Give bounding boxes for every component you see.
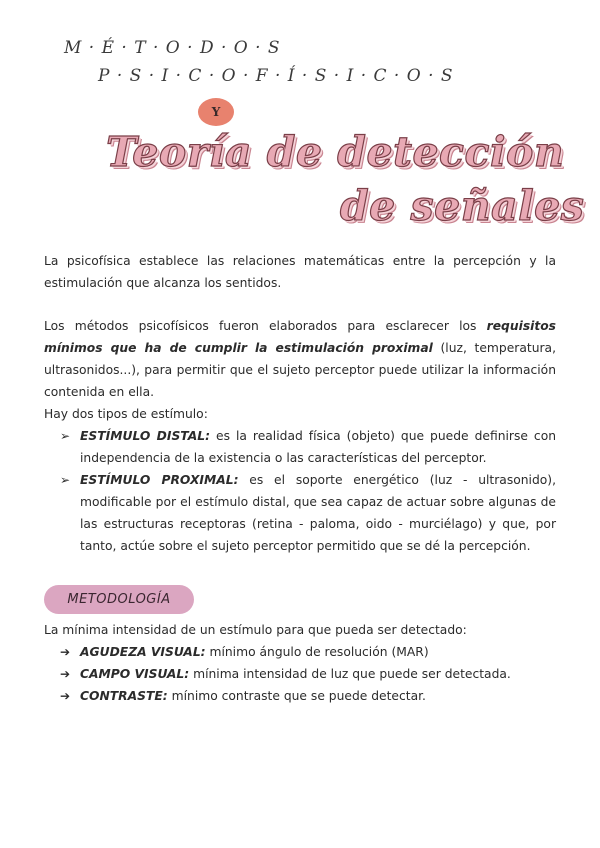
list-item-contraste	[60, 685, 556, 707]
methodology-intro: La mínima intensidad de un estímulo para que pueda ser detectado:	[44, 623, 467, 637]
stimulus-intro: Hay dos tipos de estímulo:	[44, 407, 208, 421]
list-item-proximal	[60, 469, 556, 557]
main-title-line2: de señales	[340, 182, 585, 230]
term-label: CAMPO VISUAL:	[80, 667, 190, 681]
term-label: ESTÍMULO PROXIMAL:	[80, 473, 239, 487]
arrowhead-bullet-icon: ➢	[60, 473, 71, 487]
term-label: CONTRASTE:	[80, 689, 168, 703]
term-definition: mínima intensidad de luz que puede ser detectada.	[189, 667, 511, 681]
term-definition: es la realidad física (objeto) que puede definirse con independencia de la existencia o las características del perceptor.	[80, 429, 557, 465]
arrow-bullet-icon: ➔	[60, 667, 71, 681]
list-item-campo-visual	[60, 663, 556, 685]
term-label: ESTÍMULO DISTAL:	[80, 429, 211, 443]
list-item-agudeza	[60, 641, 556, 663]
term-definition: mínimo contraste que se puede detectar.	[167, 689, 426, 703]
stimulus-list	[60, 425, 556, 557]
section-tag-metodologia: METODOLOGÍA	[44, 585, 194, 614]
methods-emphasis: requisitos mínimos que ha de cumplir la estimulación proximal	[44, 319, 556, 355]
intro-paragraph: La psicofísica establece las relaciones matemáticas entre la percepción y la estimulación que alcanza los sentidos.	[44, 254, 556, 290]
header-line-psicofisicos: P · S · I · C · O · F · Í · S · I · C · O · S	[98, 66, 454, 86]
term-label: AGUDEZA VISUAL:	[80, 645, 206, 659]
methods-text-end: (luz, temperatura, ultrasonidos...), para permitir que el sujeto perceptor puede utilizar la información contenida en ella.	[44, 341, 556, 399]
arrow-bullet-icon: ➔	[60, 645, 71, 659]
methods-text-start: Los métodos psicofísicos fueron elaborados para esclarecer los	[44, 319, 487, 333]
list-item-distal	[60, 425, 556, 469]
connector-badge: Y	[198, 98, 234, 126]
main-title-line1: Teoría de detección	[106, 128, 565, 176]
header-line-metodos: M · É · T · O · D · O · S	[64, 38, 281, 58]
methods-paragraph	[44, 315, 556, 403]
term-definition: mínimo ángulo de resolución (MAR)	[205, 645, 429, 659]
arrow-bullet-icon: ➔	[60, 689, 71, 703]
methodology-list	[60, 641, 556, 707]
term-definition: es el soporte energético (luz - ultrasonido), modificable por el estímulo distal, que sea capaz de actuar sobre algunas de las estructuras receptoras (retina - paloma, oido - murciélago) y que, por tanto, actúe sobre el sujeto perceptor permitido que se dé la percepción.	[80, 473, 556, 553]
arrowhead-bullet-icon: ➢	[60, 429, 71, 443]
